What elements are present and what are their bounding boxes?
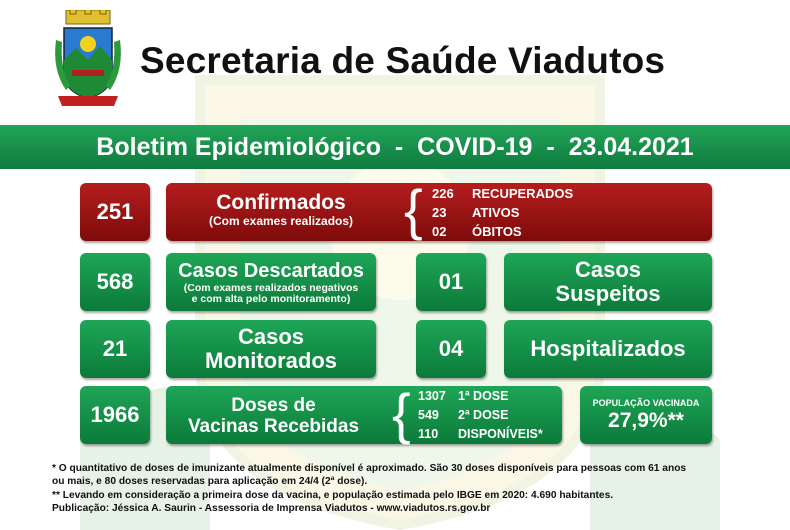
footnote-line: ou mais, e 80 doses reservadas para aplicação em 24/4 (2ª dose). [52,476,368,488]
suspected-count-box [416,253,486,311]
confirmed-box [166,178,712,241]
vaccines-label-2: Vacinas Recebidas [187,416,360,437]
hospitalized-label: Hospitalizados [530,336,686,361]
suspected-label-1: Casos [574,257,642,282]
vaccinated-population-value: 27,9%** [608,409,684,432]
bulletin-band: Boletim Epidemiológico - COVID-19 - 23.04.2021 [0,125,790,169]
confirmed-sub: (Com exames realizados) [208,214,354,228]
discarded-box [166,253,376,311]
discarded-sub-1: (Com exames realizados negativos [183,282,359,294]
discarded-sub-2: e com alta pelo monitoramento) [191,293,351,305]
monitored-label-2: Monitorados [205,348,337,373]
curly-brace-icon: { [392,382,411,445]
footnote-line: ** Levando em consideração a primeira dose da vacina, e população estimada pelo IBGE em 2020: 4.690 habitantes. [52,489,614,501]
list-item: 23 ATIVOS [432,205,520,220]
hospitalized-box [504,320,712,378]
monitored-label-1: Casos [237,324,305,349]
vaccines-count-box [80,386,150,444]
footnotes [52,462,782,515]
list-item: 226 RECUPERADOS [432,186,574,201]
page-title: Secretaria de Saúde Viadutos [140,40,666,81]
list-item: 110 DISPONÍVEIS* [418,427,543,441]
municipal-crest-icon [52,10,124,110]
vaccines-label-1: Doses de [231,395,316,416]
confirmed-label: Confirmados [216,191,346,214]
monitored-count: 21 [102,336,128,361]
footnote-line: * O quantitativo de doses de imunizante atualmente disponível é aproximado. São 30 doses disponíveis para pessoas com 61 anos [52,463,687,474]
footnote-line: Publicação: Jéssica A. Saurin - Assessoria de Imprensa Viadutos - www.viadutos.rs.gov.br [52,502,491,514]
discarded-count-box [80,253,150,311]
suspected-label-2: Suspeitos [555,281,661,306]
vaccines-box [166,382,562,445]
discarded-label: Casos Descartados [178,260,364,282]
vaccinated-population-box [580,386,712,444]
monitored-count-box [80,320,150,378]
vaccines-breakdown [418,387,543,444]
discarded-count: 568 [96,269,134,294]
list-item: 1307 1ª DOSE [418,389,509,403]
hospitalized-count-box [416,320,486,378]
curly-brace-icon: { [404,178,423,241]
confirmed-breakdown [432,184,573,241]
confirmed-count: 251 [96,199,134,224]
vaccinated-population-label: POPULAÇÃO VACINADA [592,398,700,408]
list-item: 02 ÓBITOS [432,224,522,239]
suspected-box [504,253,712,311]
list-item: 549 2ª DOSE [418,408,509,422]
monitored-box [166,320,376,378]
hospitalized-count: 04 [438,336,464,361]
suspected-count: 01 [438,269,464,294]
confirmed-count-box [80,183,150,241]
vaccines-count: 1966 [90,402,140,427]
